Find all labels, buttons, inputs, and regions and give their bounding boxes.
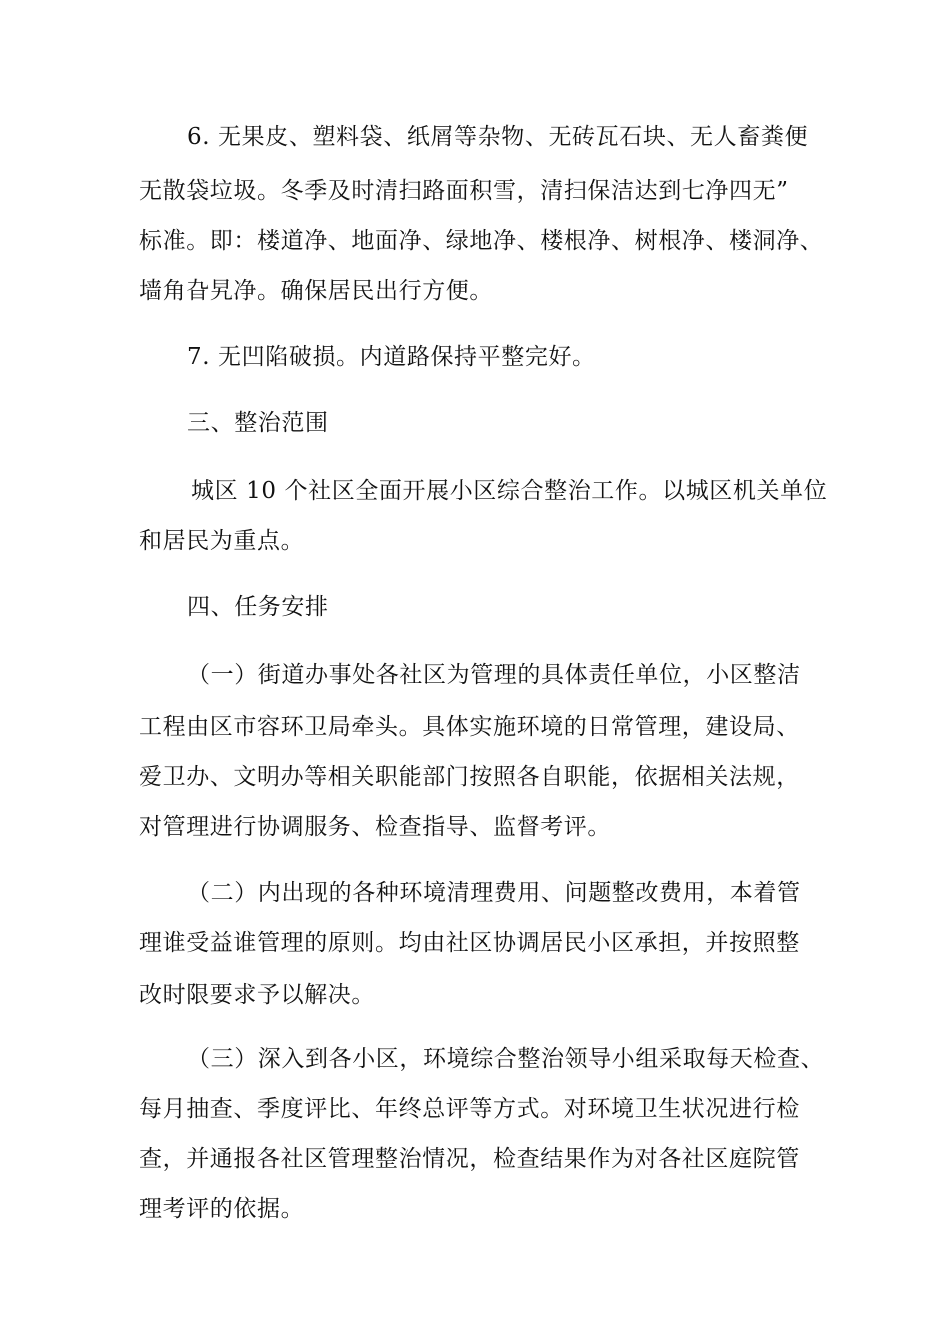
section-3-heading: 三、整治范围: [187, 410, 329, 436]
item-6-line-2: 无散袋垃圾。冬季及时清扫路面积雪，清扫保洁达到七净四无”: [139, 178, 789, 204]
task-1-line-3: 爱卫办、文明办等相关职能部门按照各自职能，依据相关法规，: [139, 764, 800, 790]
task-2-line-1: （二）内出现的各种环境清理费用、问题整改费用，本着管: [187, 880, 801, 906]
task-1-line-4: 对管理进行协调服务、检查指导、监督考评。: [139, 814, 611, 840]
item-6-line-1: 6. 无果皮、塑料袋、纸屑等杂物、无砖瓦石块、无人畜粪便: [187, 124, 809, 150]
task-3-line-4: 理考评的依据。: [139, 1196, 305, 1222]
section-3-line-2: 和居民为重点。: [139, 528, 305, 554]
task-1-line-1: （一）街道办事处各社区为管理的具体责任单位，小区整洁: [187, 662, 801, 688]
task-1-line-2: 工程由区市容环卫局牵头。具体实施环境的日常管理，建设局、: [139, 714, 800, 740]
task-2-line-3: 改时限要求予以解决。: [139, 982, 375, 1008]
section-4-heading: 四、任务安排: [187, 594, 329, 620]
task-3-line-1: （三）深入到各小区，环境综合整治领导小组采取每天检查、: [187, 1046, 825, 1072]
item-6-line-4: 墙角旮旯净。确保居民出行方便。: [139, 278, 493, 304]
item-7-line-1: 7. 无凹陷破损。内道路保持平整完好。: [187, 344, 596, 370]
item-6-line-3: 标准。即：楼道净、地面净、绿地净、楼根净、树根净、楼洞净、: [139, 228, 824, 254]
task-3-line-3: 查，并通报各社区管理整治情况，检查结果作为对各社区庭院管: [139, 1146, 800, 1172]
task-2-line-2: 理谁受益谁管理的原则。均由社区协调居民小区承担，并按照整: [139, 930, 800, 956]
section-3-line-1: 城区 10 个社区全面开展小区综合整治工作。以城区机关单位: [191, 478, 828, 504]
task-3-line-2: 每月抽查、季度评比、年终总评等方式。对环境卫生状况进行检: [139, 1096, 800, 1122]
